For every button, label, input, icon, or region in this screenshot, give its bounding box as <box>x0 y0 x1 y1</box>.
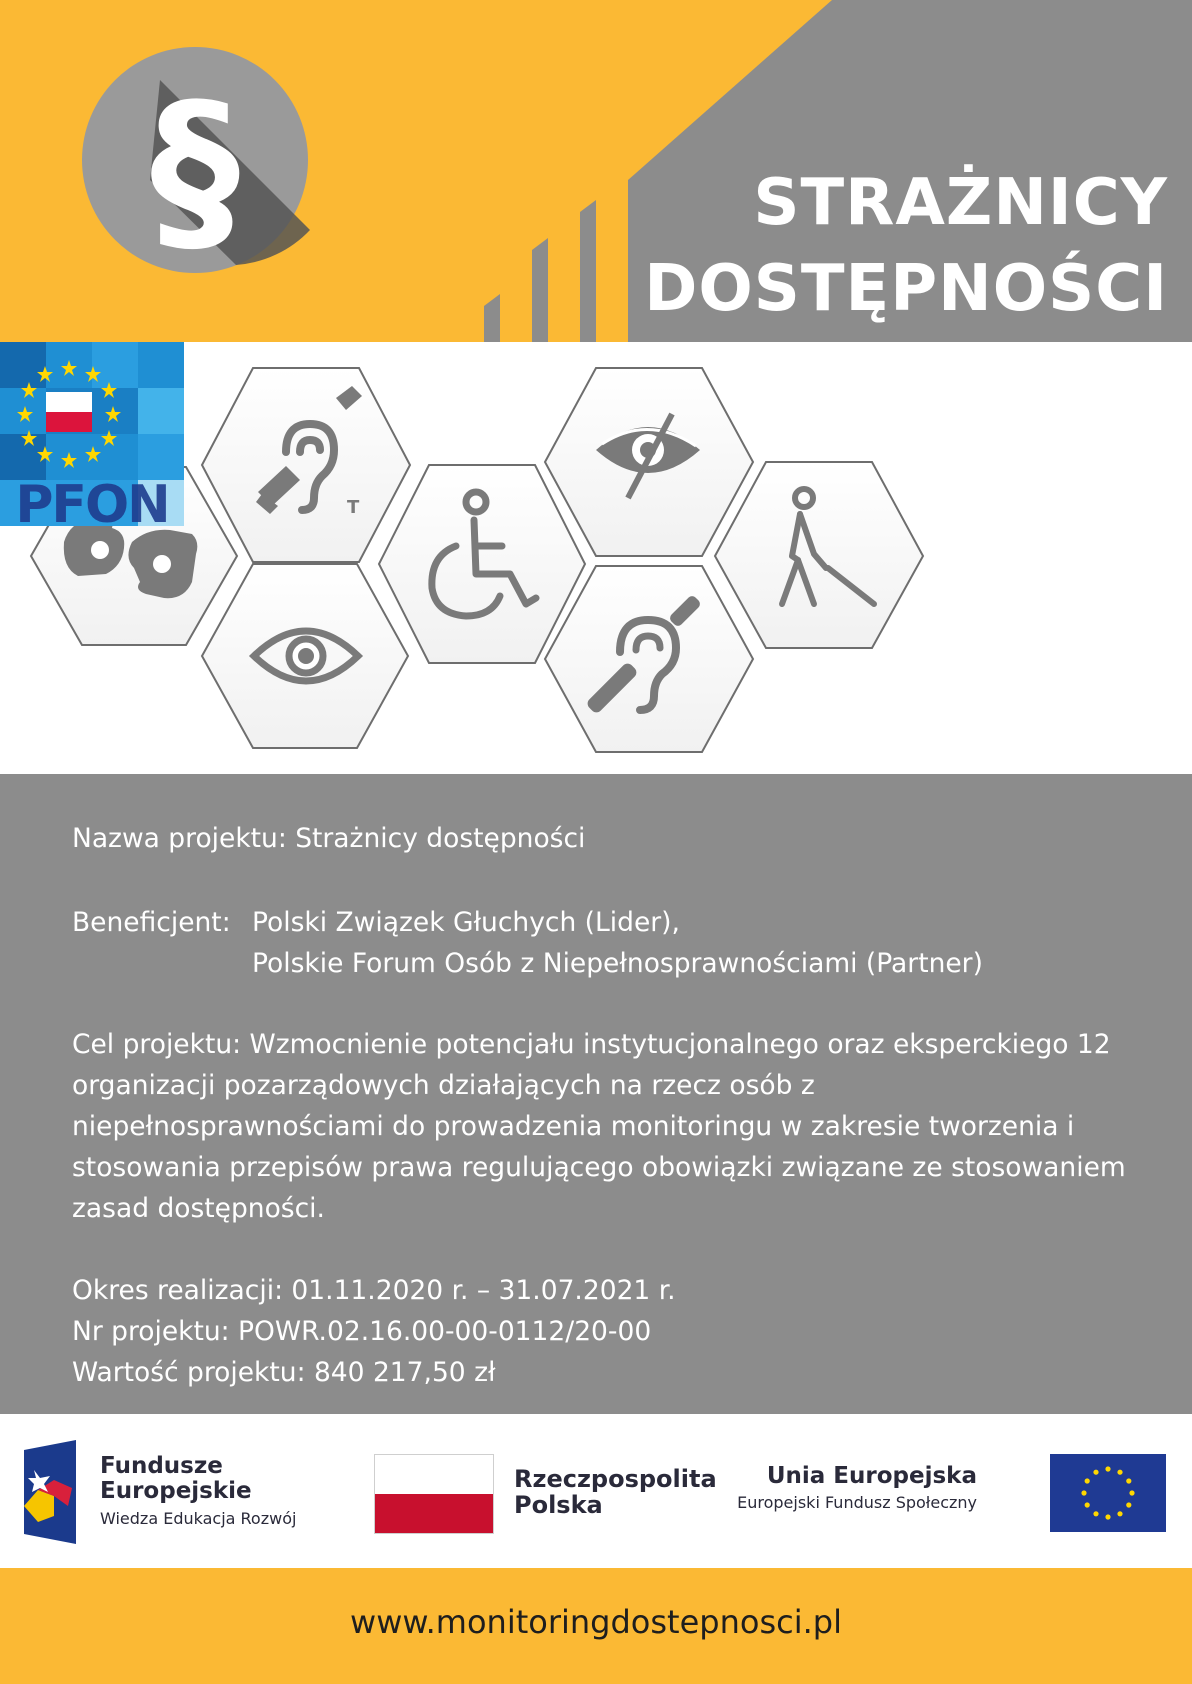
title-line-2: DOSTĘPNOŚCI <box>644 252 1168 326</box>
paragraph-icon: § <box>150 66 240 275</box>
ue-title: Unia Europejska <box>766 1463 977 1489</box>
hex-blind <box>715 462 923 648</box>
accessibility-icons-band <box>0 342 1192 774</box>
footer-bar <box>0 1568 1192 1684</box>
rp-line-2: Polska <box>514 1491 603 1519</box>
unia-europejska-text <box>737 1462 977 1516</box>
beneficiary-block <box>72 902 983 984</box>
fe-subtitle: Wiedza Edukacja Rozwój <box>100 1509 297 1528</box>
ue-subtitle: Europejski Fundusz Społeczny <box>737 1493 977 1512</box>
pfon-letters: PFON <box>15 475 169 526</box>
pfon-logo <box>0 342 184 526</box>
project-goal: Cel projektu: Wzmocnienie potencjału instytucjonalnego oraz eksperckiego 12 organizacji pozarządowych działających na rzecz osób z niepełnosprawnościami do prowadzenia monitoringu w zakresie tworzenia i stosowania przepisów prawa regulującego obowiązki związane ze stosowaniem zasad dostępności. <box>72 1029 1126 1224</box>
project-number: Nr projektu: POWR.02.16.00-00-0112/20-00 <box>72 1316 652 1347</box>
project-facts <box>72 1270 676 1393</box>
website-link[interactable]: www.monitoringdostepnosci.pl <box>350 1603 842 1641</box>
rzeczpospolita-text <box>514 1466 717 1518</box>
rp-line-1: Rzeczpospolita <box>514 1465 717 1493</box>
fundusze-europejskie-text <box>100 1454 296 1532</box>
fe-title-1: Fundusze <box>100 1453 223 1479</box>
project-name: Nazwa projektu: Strażnicy dostępności <box>72 823 586 854</box>
fe-title-2: Europejskie <box>100 1478 252 1504</box>
hex-hearing-t <box>202 368 410 562</box>
eu-flag-icon <box>1050 1454 1166 1532</box>
fundusze-europejskie-logo-icon <box>24 1440 80 1544</box>
hex-hearing <box>545 566 753 752</box>
beneficiary-partner: Polskie Forum Osób z Niepełnosprawnościami (Partner) <box>252 948 983 979</box>
beneficiary-label: Beneficjent: <box>72 907 231 938</box>
t-letter: T <box>347 497 360 518</box>
beneficiary-lead: Polski Związek Głuchych (Lider), <box>252 907 680 938</box>
header-banner <box>0 0 1192 342</box>
poster-title <box>644 160 1168 332</box>
funding-logos-bar <box>0 1414 1192 1568</box>
project-info-panel <box>0 774 1192 1414</box>
project-value: Wartość projektu: 840 217,50 zł <box>72 1357 496 1388</box>
title-line-1: STRAŻNICY <box>753 166 1168 240</box>
polish-flag <box>374 1454 494 1534</box>
project-period: Okres realizacji: 01.11.2020 r. – 31.07.2021 r. <box>72 1275 676 1306</box>
